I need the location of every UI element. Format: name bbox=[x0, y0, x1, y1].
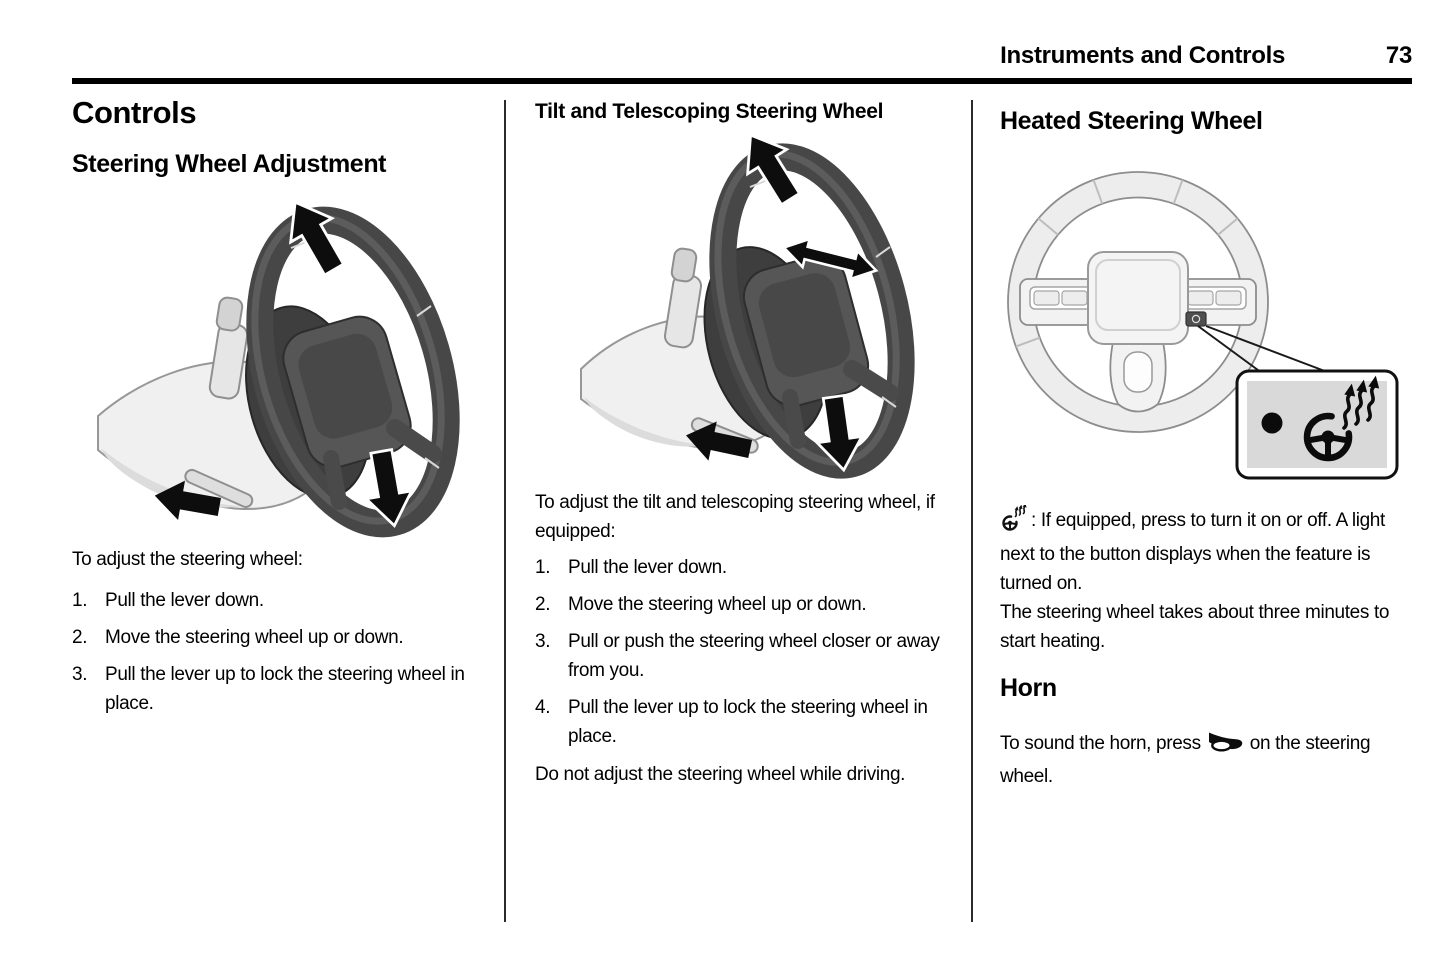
step-number: 2. bbox=[535, 594, 551, 615]
list-item bbox=[535, 590, 949, 619]
step-number: 3. bbox=[72, 664, 88, 685]
header-section-title: Instruments and Controls bbox=[1000, 42, 1285, 69]
left-button-pod bbox=[1030, 287, 1092, 309]
step-number: 4. bbox=[535, 697, 551, 718]
figure-steering-wheel-adjustment bbox=[95, 196, 500, 544]
horn-icon bbox=[1207, 730, 1244, 762]
heading-horn: Horn bbox=[1000, 674, 1057, 702]
col1-intro: To adjust the steering wheel: bbox=[72, 549, 303, 570]
heated-wheel-paragraph bbox=[1000, 505, 1416, 598]
col2-steps bbox=[535, 553, 949, 751]
figure-heated-steering-wheel bbox=[1000, 152, 1412, 494]
list-item bbox=[535, 693, 949, 751]
heated-steering-wheel-icon bbox=[1000, 505, 1027, 540]
figure-tilt-telescoping-wheel bbox=[538, 131, 948, 483]
step-text: Pull the lever down. bbox=[568, 557, 727, 578]
list-item bbox=[535, 553, 949, 582]
list-item bbox=[535, 627, 949, 685]
col1-steps bbox=[72, 586, 492, 718]
horn-text-before: To sound the horn, press bbox=[1000, 733, 1201, 754]
page-number: 73 bbox=[1385, 42, 1412, 69]
list-item bbox=[72, 623, 492, 652]
step-text: Move the steering wheel up or down. bbox=[568, 594, 867, 615]
heated-wheel-text: : If equipped, press to turn it on or off. A light next to the button displays when the feature is turned on. bbox=[1000, 510, 1385, 594]
airbag-pad bbox=[1088, 252, 1188, 344]
heading-steering-wheel-adjustment: Steering Wheel Adjustment bbox=[72, 150, 387, 178]
heading-tilt-telescoping: Tilt and Telescoping Steering Wheel bbox=[535, 100, 884, 123]
header-rule bbox=[72, 78, 1412, 84]
callout-box bbox=[1237, 371, 1397, 478]
right-button-pod bbox=[1184, 287, 1246, 309]
column-divider-1 bbox=[504, 100, 506, 922]
heating-time-paragraph: The steering wheel takes about three minutes to start heating. bbox=[1000, 602, 1390, 652]
step-text: Pull the lever down. bbox=[105, 590, 264, 611]
step-number: 1. bbox=[535, 557, 551, 578]
col2-intro: To adjust the tilt and telescoping steering wheel, if equipped: bbox=[535, 492, 935, 542]
heated-steering-wheel-button bbox=[1186, 312, 1206, 326]
step-text: Pull or push the steering wheel closer or away from you. bbox=[568, 631, 940, 681]
step-text: Pull the lever up to lock the steering wheel in place. bbox=[105, 664, 465, 714]
horn-paragraph bbox=[1000, 729, 1416, 791]
horn-text-after: on the steering wheel. bbox=[1000, 733, 1371, 787]
step-text: Move the steering wheel up or down. bbox=[105, 627, 404, 648]
column-divider-2 bbox=[971, 100, 973, 922]
list-item bbox=[72, 660, 492, 718]
col2-warning-note: Do not adjust the steering wheel while driving. bbox=[535, 764, 906, 785]
step-number: 2. bbox=[72, 627, 88, 648]
step-number: 1. bbox=[72, 590, 88, 611]
step-number: 3. bbox=[535, 631, 551, 652]
indicator-light-dot bbox=[1262, 413, 1283, 434]
step-text: Pull the lever up to lock the steering wheel in place. bbox=[568, 697, 928, 747]
section-title-controls: Controls bbox=[72, 95, 197, 130]
list-item bbox=[72, 586, 492, 615]
heading-heated-steering-wheel: Heated Steering Wheel bbox=[1000, 107, 1263, 135]
